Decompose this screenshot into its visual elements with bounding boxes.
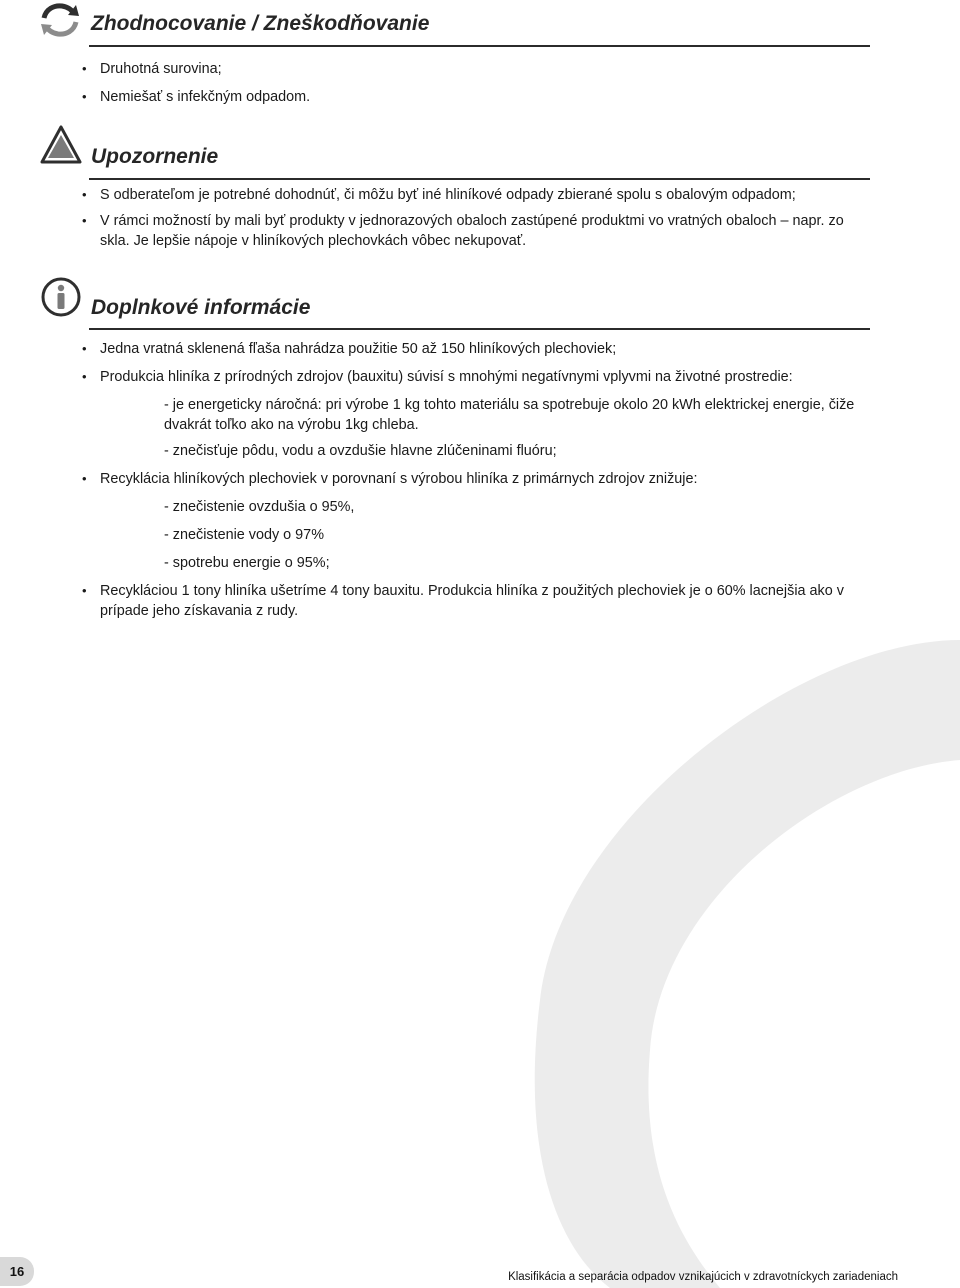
section-rule [89, 178, 870, 180]
info-list [82, 469, 872, 489]
warning-list [82, 185, 872, 251]
sub-item: - znečisťuje pôdu, vodu a ovzdušie hlavne zlúčeninami fluóru; [164, 443, 557, 459]
list-item: • V rámci možností by mali byť produkty v jednorazových obaloch zastúpené produktmi vo vratných obaloch – napr. zo skla. Je lepšie nápoje v hliníkových plechovkách vôbec nekupovať. [82, 211, 872, 251]
section-title-info: Doplnkové informácie [91, 296, 311, 319]
list-item: • Nemiešať s infekčným odpadom. [82, 87, 872, 107]
list-item: • Jedna vratná sklenená fľaša nahrádza použitie 50 až 150 hliníkových plechoviek; [82, 339, 872, 359]
list-item: • Druhotná surovina; [82, 59, 872, 79]
section-rule [89, 45, 870, 47]
list-item: • Recyklácia hliníkových plechoviek v porovnaní s výrobou hliníka z primárnych zdrojov znižuje: [82, 469, 872, 489]
section-title-warning: Upozornenie [91, 145, 219, 168]
sub-item: - je energeticky náročná: pri výrobe 1 kg tohto materiálu sa spotrebuje okolo 20 kWh elektrickej energie, čiže dvakrát toľko ako na výrobu 1kg chleba. [164, 397, 855, 433]
list-item: • S odberateľom je potrebné dohodnúť, či môžu byť iné hliníkové odpady zbierané spolu s obalovým odpadom; [82, 185, 872, 205]
sub-item: - spotrebu energie o 95%; [164, 555, 330, 571]
info-icon [40, 276, 82, 318]
list-item: • Produkcia hliníka z prírodných zdrojov (bauxitu) súvisí s mnohými negatívnymi vplyvmi na životné prostredie: [82, 367, 872, 387]
section-title-recovery: Zhodnocovanie / Zneškodňovanie [91, 12, 430, 35]
info-list [82, 339, 872, 359]
section-rule [89, 328, 870, 330]
info-list [82, 581, 852, 621]
recycle-arrows-icon [40, 2, 80, 38]
sub-item: - znečistenie ovzdušia o 95%, [164, 499, 355, 515]
recovery-list [82, 59, 872, 107]
sub-item: - znečistenie vody o 97% [164, 527, 324, 543]
info-list [82, 367, 872, 387]
list-item: • Recykláciou 1 tony hliníka ušetríme 4 tony bauxitu. Produkcia hliníka z použitých plechoviek je o 60% lacnejšia ako v prípade jeho získavania z rudy. [82, 581, 852, 621]
warning-triangle-icon [40, 125, 82, 165]
footer-text: Klasifikácia a separácia odpadov vznikajúcich v zdravotníckych zariadeniach [508, 1271, 898, 1283]
page-number: 16 [0, 1257, 34, 1286]
